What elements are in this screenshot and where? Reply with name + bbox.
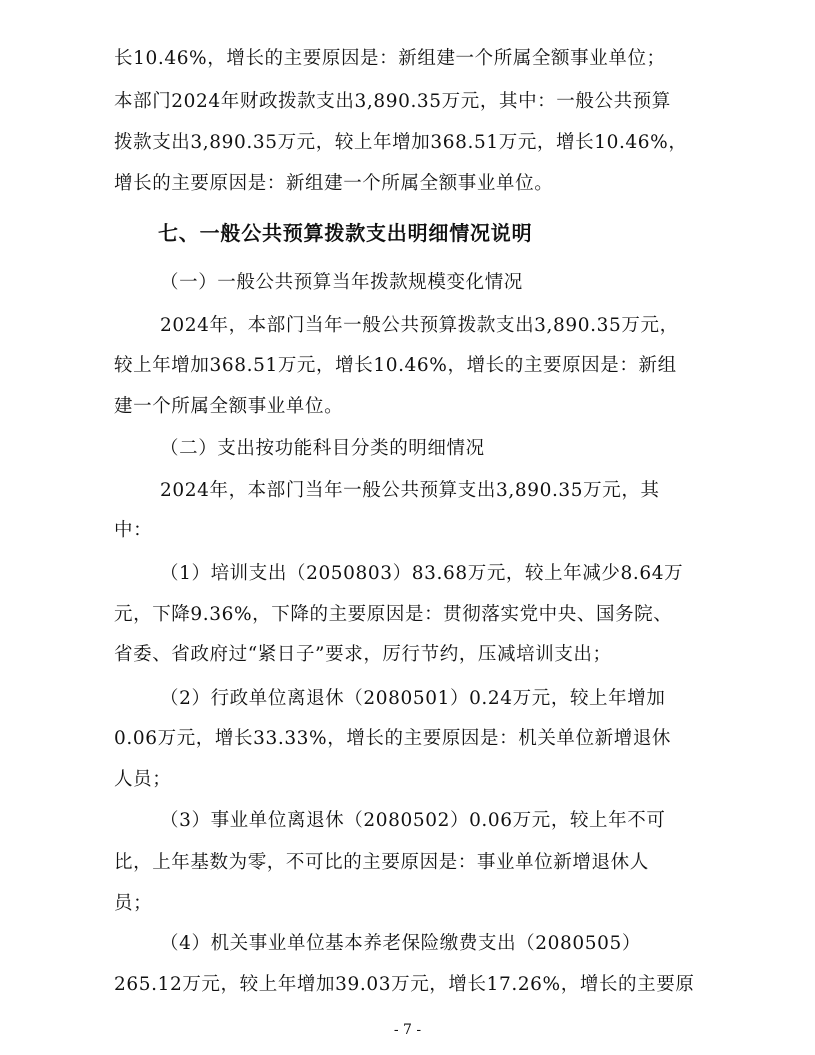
list-item-line: （2）行政单位离退休（2080501）0.24万元，较上年增加 — [160, 688, 666, 709]
list-item-line: 省委、省政府过“紧日子”要求，厉行节约，压减培训支出； — [114, 644, 612, 665]
body-text-line: 较上年增加368.51万元，增长10.46%，增长的主要原因是：新组 — [114, 355, 677, 376]
body-text-line: 2024年，本部门当年一般公共预算拨款支出3,890.35万元， — [160, 315, 679, 336]
list-item-line: （1）培训支出（2050803）83.68万元，较上年减少8.64万 — [160, 563, 684, 584]
subsection-heading: （一）一般公共预算当年拨款规模变化情况 — [160, 272, 523, 293]
list-item-line: 比，上年基数为零，不可比的主要原因是：事业单位新增退休人 — [114, 852, 649, 873]
body-text-line: 2024年，本部门当年一般公共预算支出3,890.35万元，其 — [160, 480, 660, 501]
page-number: - 7 - — [393, 1022, 422, 1038]
list-item-line: 265.12万元，较上年增加39.03万元，增长17.26%，增长的主要原 — [114, 974, 695, 995]
list-item-line: 元，下降9.36%，下降的主要原因是：贯彻落实党中央、国务院、 — [114, 604, 673, 625]
body-text-line: 拨款支出3,890.35万元，较上年增加368.51万元，增长10.46%， — [114, 132, 688, 153]
list-item-line: 0.06万元，增长33.33%，增长的主要原因是：机关单位新增退休 — [114, 728, 672, 749]
body-text-line: 中： — [114, 520, 153, 541]
list-item-line: （4）机关事业单位基本养老保险缴费支出（2080505） — [160, 933, 641, 954]
body-text-line: 本部门2024年财政拨款支出3,890.35万元，其中：一般公共预算 — [114, 91, 671, 112]
body-text-line: 建一个所属全额事业单位。 — [114, 396, 344, 417]
list-item-line: 人员； — [114, 769, 172, 790]
subsection-heading: （二）支出按功能科目分类的明细情况 — [160, 438, 485, 459]
body-text-line: 长10.46%，增长的主要原因是：新组建一个所属全额事业单位； — [114, 48, 666, 69]
body-text-line: 增长的主要原因是：新组建一个所属全额事业单位。 — [114, 173, 554, 194]
list-item-line: （3）事业单位离退休（2080502）0.06万元，较上年不可 — [160, 810, 666, 831]
list-item-line: 员； — [114, 893, 153, 914]
section-heading: 七、一般公共预算拨款支出明细情况说明 — [158, 221, 533, 245]
